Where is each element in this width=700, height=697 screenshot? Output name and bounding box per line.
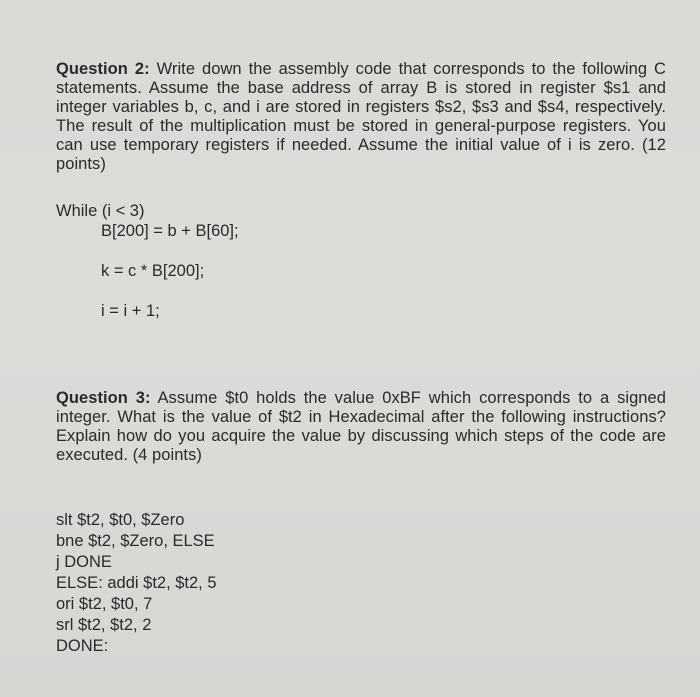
while-line: While (i < 3)	[56, 202, 145, 220]
question-2-paragraph	[56, 60, 666, 174]
asm-line: ori $t2, $t0, 7	[56, 595, 153, 613]
asm-line: slt $t2, $t0, $Zero	[56, 511, 185, 529]
statement-3: i = i + 1;	[101, 302, 160, 320]
statement-1: B[200] = b + B[60];	[101, 222, 239, 240]
question-3-text: Assume $t0 holds the value 0xBF which corresponds to a signed integer. What is the value of $t2 in Hexadecimal after the following instructions? Explain how do you acquire the value by discussing which steps of the code are executed. (4 points)	[56, 389, 666, 464]
question-2-label: Question 2:	[56, 60, 150, 78]
asm-line: ELSE: addi $t2, $t2, 5	[56, 574, 217, 592]
asm-line: j DONE	[56, 553, 112, 571]
question-2-text: Write down the assembly code that corresponds to the following C statements. Assume the base address of array B is stored in register $s1 and integer variables b, c, and i are stored in registers $s2, $s3 and $s4, respectively. The result of the multiplication must be stored in general-purpose registers. You can use temporary registers if needed. Assume the initial value of i is zero. (12 points)	[56, 60, 666, 173]
question-3-paragraph	[56, 389, 666, 465]
question-3-label: Question 3:	[56, 389, 151, 407]
statement-2: k = c * B[200];	[101, 262, 205, 280]
asm-line: DONE:	[56, 637, 109, 655]
asm-line: srl $t2, $t2, 2	[56, 616, 152, 634]
asm-line: bne $t2, $Zero, ELSE	[56, 532, 215, 550]
